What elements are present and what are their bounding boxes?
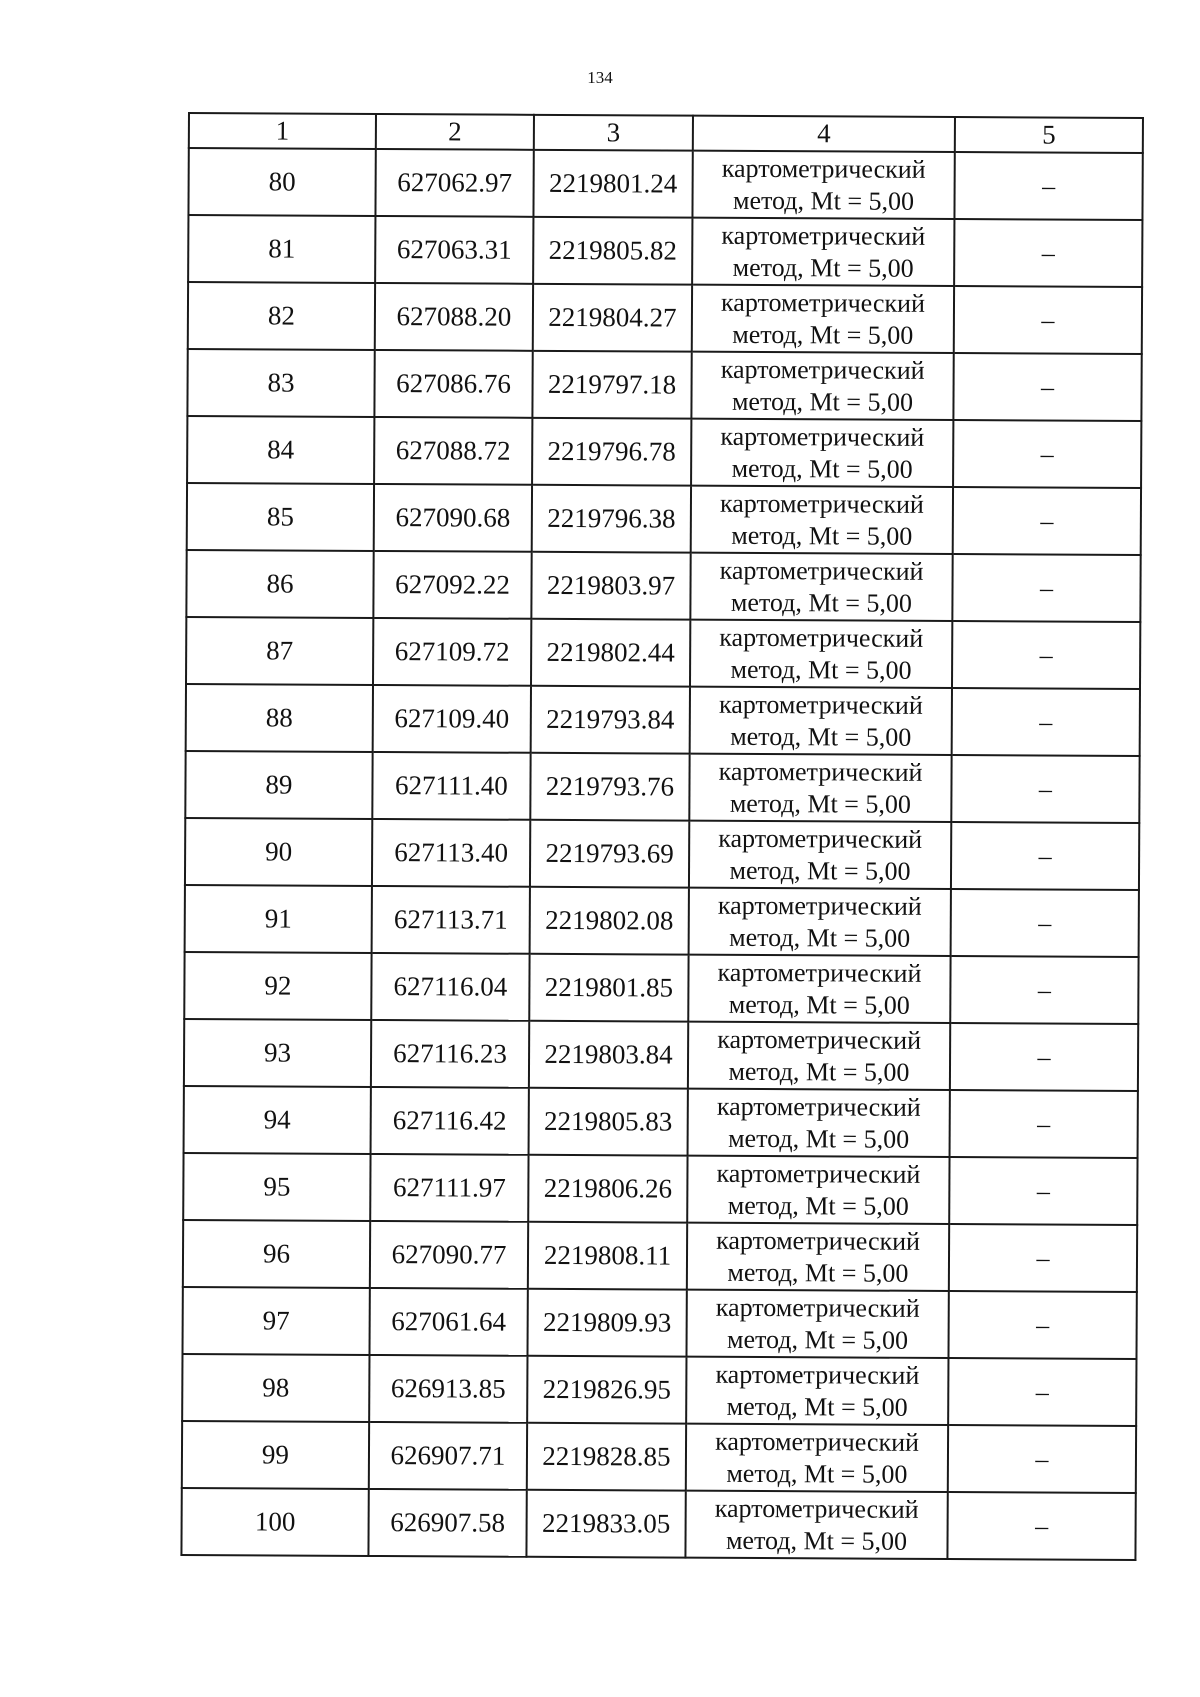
- y-coordinate-cell: 2219793.76: [530, 753, 689, 821]
- point-number-cell: 90: [185, 818, 372, 886]
- table-row: [181, 1488, 1135, 1560]
- method-cell: [687, 1223, 949, 1291]
- table-row: [184, 1086, 1138, 1158]
- x-coordinate-cell: 627086.76: [374, 350, 532, 418]
- table-row: [188, 282, 1142, 354]
- method-cell: [688, 955, 950, 1023]
- point-number-cell: 81: [188, 215, 375, 283]
- note-cell: –: [952, 688, 1140, 756]
- point-number-cell: 93: [184, 1019, 371, 1087]
- x-coordinate-cell: 627090.77: [370, 1221, 528, 1289]
- method-line-2: метод, Mt = 5,00: [732, 252, 914, 283]
- table-row: [188, 148, 1142, 220]
- note-cell: –: [951, 822, 1139, 890]
- method-line-2: метод, Mt = 5,00: [729, 855, 911, 886]
- method-line-1: картометрический: [715, 1426, 920, 1457]
- table-row: [187, 416, 1141, 488]
- x-coordinate-cell: 627116.23: [371, 1020, 529, 1088]
- note-cell: –: [950, 1023, 1138, 1091]
- y-coordinate-cell: 2219793.84: [531, 686, 690, 754]
- method-line-1: картометрический: [719, 555, 924, 586]
- method-cell: [692, 285, 954, 353]
- note-cell: –: [951, 889, 1139, 957]
- method-line-1: картометрический: [720, 354, 925, 385]
- note-cell: –: [950, 956, 1138, 1024]
- table-row: [184, 1019, 1138, 1091]
- method-cell: [686, 1290, 948, 1358]
- method-line-1: картометрический: [719, 622, 924, 653]
- y-coordinate-cell: 2219797.18: [532, 351, 691, 419]
- point-number-cell: 87: [186, 617, 373, 685]
- y-coordinate-cell: 2219826.95: [527, 1356, 686, 1424]
- method-line-2: метод, Mt = 5,00: [728, 1056, 910, 1087]
- x-coordinate-cell: 627088.20: [375, 283, 533, 351]
- method-cell: [688, 1022, 950, 1090]
- table-row: [185, 751, 1139, 823]
- method-cell: [689, 821, 951, 889]
- method-line-1: картометрический: [718, 756, 923, 787]
- note-cell: –: [950, 1090, 1138, 1158]
- method-line-1: картометрический: [721, 287, 925, 318]
- point-number-cell: 99: [182, 1421, 369, 1489]
- method-line-1: картометрический: [720, 421, 925, 452]
- method-line-1: картометрический: [714, 1493, 919, 1524]
- y-coordinate-cell: 2219809.93: [527, 1289, 686, 1357]
- point-number-cell: 83: [187, 349, 374, 417]
- table-row: [187, 483, 1141, 555]
- method-line-2: метод, Mt = 5,00: [730, 721, 912, 752]
- table-row: [182, 1287, 1136, 1359]
- x-coordinate-cell: 627113.40: [372, 819, 530, 887]
- method-cell: [686, 1357, 948, 1425]
- y-coordinate-cell: 2219796.78: [532, 418, 691, 486]
- method-line-2: метод, Mt = 5,00: [726, 1391, 908, 1422]
- method-line-2: метод, Mt = 5,00: [731, 520, 913, 551]
- method-cell: [687, 1156, 949, 1224]
- x-coordinate-cell: 627092.22: [373, 551, 531, 619]
- y-coordinate-cell: 2219803.97: [531, 552, 690, 620]
- method-line-1: картометрический: [718, 689, 923, 720]
- note-cell: –: [951, 755, 1139, 823]
- note-cell: –: [952, 554, 1140, 622]
- x-coordinate-cell: 627062.97: [375, 149, 533, 217]
- y-coordinate-cell: 2219801.85: [529, 954, 688, 1022]
- header-cell-2: 2: [376, 114, 534, 150]
- y-coordinate-cell: 2219803.84: [529, 1021, 688, 1089]
- method-line-1: картометрический: [718, 823, 923, 854]
- x-coordinate-cell: 627113.71: [372, 886, 530, 954]
- method-line-1: картометрический: [717, 1024, 922, 1055]
- y-coordinate-cell: 2219828.85: [527, 1423, 686, 1491]
- table-row: [183, 1153, 1137, 1225]
- point-number-cell: 94: [184, 1086, 371, 1154]
- y-coordinate-cell: 2219805.83: [529, 1088, 688, 1156]
- method-line-2: метод, Mt = 5,00: [728, 989, 910, 1020]
- table-row: [187, 349, 1141, 421]
- table-row: [188, 215, 1142, 287]
- method-line-2: метод, Mt = 5,00: [732, 319, 914, 350]
- point-number-cell: 89: [185, 751, 372, 819]
- x-coordinate-cell: 626907.58: [368, 1489, 526, 1557]
- note-cell: –: [947, 1492, 1135, 1560]
- point-number-cell: 85: [187, 483, 374, 551]
- table-row: [183, 1220, 1137, 1292]
- x-coordinate-cell: 627111.97: [370, 1154, 528, 1222]
- method-line-1: картометрический: [719, 488, 924, 519]
- method-cell: [690, 620, 952, 688]
- method-cell: [690, 687, 952, 755]
- method-cell: [691, 419, 953, 487]
- point-number-cell: 97: [182, 1287, 369, 1355]
- note-cell: –: [954, 219, 1142, 287]
- method-line-2: метод, Mt = 5,00: [730, 654, 912, 685]
- method-line-1: картометрический: [715, 1292, 920, 1323]
- method-line-2: метод, Mt = 5,00: [727, 1190, 909, 1221]
- note-cell: –: [953, 420, 1141, 488]
- point-number-cell: 86: [186, 550, 373, 618]
- x-coordinate-cell: 626913.85: [369, 1355, 527, 1423]
- coordinates-table: [180, 112, 1144, 1561]
- method-line-2: метод, Mt = 5,00: [732, 185, 915, 216]
- point-number-cell: 92: [184, 952, 371, 1020]
- method-line-2: метод, Mt = 5,00: [730, 587, 913, 618]
- table-row: [185, 818, 1139, 890]
- method-line-1: картометрический: [716, 1091, 921, 1122]
- header-cell-4: 4: [693, 116, 955, 152]
- point-number-cell: 95: [183, 1153, 370, 1221]
- method-cell: [691, 352, 953, 420]
- page-number: 134: [587, 68, 613, 87]
- method-cell: [691, 486, 953, 554]
- method-cell: [688, 1089, 950, 1157]
- x-coordinate-cell: 627116.42: [371, 1087, 529, 1155]
- method-cell: [690, 553, 952, 621]
- method-line-1: картометрический: [716, 1225, 921, 1256]
- point-number-cell: 80: [188, 148, 375, 216]
- note-cell: –: [953, 487, 1141, 555]
- method-cell: [692, 218, 954, 286]
- table-row: [185, 885, 1139, 957]
- point-number-cell: 84: [187, 416, 374, 484]
- x-coordinate-cell: 626907.71: [369, 1422, 527, 1490]
- method-line-2: метод, Mt = 5,00: [727, 1324, 909, 1355]
- x-coordinate-cell: 627109.72: [373, 618, 531, 686]
- table-row: [182, 1354, 1136, 1426]
- method-line-2: метод, Mt = 5,00: [725, 1525, 908, 1556]
- table-row: [186, 684, 1140, 756]
- header-cell-5: 5: [955, 117, 1143, 153]
- method-line-2: метод, Mt = 5,00: [727, 1257, 909, 1288]
- note-cell: –: [949, 1157, 1137, 1225]
- y-coordinate-cell: 2219796.38: [532, 485, 691, 553]
- point-number-cell: 91: [185, 885, 372, 953]
- y-coordinate-cell: 2219793.69: [530, 820, 689, 888]
- method-cell: [685, 1491, 947, 1559]
- method-line-1: картометрический: [717, 890, 922, 921]
- method-line-2: метод, Mt = 5,00: [731, 453, 913, 484]
- y-coordinate-cell: 2219808.11: [528, 1222, 687, 1290]
- point-number-cell: 82: [188, 282, 375, 350]
- method-line-1: картометрический: [721, 220, 926, 251]
- method-line-2: метод, Mt = 5,00: [726, 1458, 908, 1489]
- header-cell-1: 1: [189, 113, 376, 149]
- y-coordinate-cell: 2219802.08: [530, 887, 689, 955]
- x-coordinate-cell: 627088.72: [374, 417, 532, 485]
- table-row: [186, 550, 1140, 622]
- note-cell: –: [954, 286, 1142, 354]
- table-row: [184, 952, 1138, 1024]
- point-number-cell: 100: [181, 1488, 368, 1556]
- method-line-1: картометрический: [715, 1359, 920, 1390]
- note-cell: –: [948, 1358, 1136, 1426]
- note-cell: –: [953, 353, 1141, 421]
- method-line-2: метод, Mt = 5,00: [729, 788, 911, 819]
- x-coordinate-cell: 627111.40: [372, 752, 530, 820]
- table-body: [181, 148, 1142, 1560]
- header-cell-3: 3: [534, 115, 693, 151]
- x-coordinate-cell: 627109.40: [373, 685, 531, 753]
- table-header: [189, 113, 1143, 153]
- method-cell: [692, 151, 954, 219]
- method-cell: [689, 754, 951, 822]
- y-coordinate-cell: 2219805.82: [533, 217, 692, 285]
- header-row: [189, 113, 1143, 153]
- x-coordinate-cell: 627116.04: [371, 953, 529, 1021]
- note-cell: –: [952, 621, 1140, 689]
- y-coordinate-cell: 2219804.27: [533, 284, 692, 352]
- method-line-1: картометрический: [721, 153, 926, 184]
- x-coordinate-cell: 627063.31: [375, 216, 533, 284]
- y-coordinate-cell: 2219806.26: [528, 1155, 687, 1223]
- x-coordinate-cell: 627090.68: [374, 484, 532, 552]
- table-row: [182, 1421, 1136, 1493]
- method-line-2: метод, Mt = 5,00: [728, 1123, 910, 1154]
- method-cell: [686, 1424, 948, 1492]
- y-coordinate-cell: 2219801.24: [533, 150, 692, 218]
- method-line-1: картометрический: [717, 957, 922, 988]
- y-coordinate-cell: 2219802.44: [531, 619, 690, 687]
- point-number-cell: 98: [182, 1354, 369, 1422]
- note-cell: –: [949, 1224, 1137, 1292]
- note-cell: –: [954, 152, 1142, 220]
- note-cell: –: [948, 1425, 1136, 1493]
- table-row: [186, 617, 1140, 689]
- point-number-cell: 96: [183, 1220, 370, 1288]
- method-line-1: картометрический: [716, 1158, 921, 1189]
- x-coordinate-cell: 627061.64: [369, 1288, 527, 1356]
- method-line-2: метод, Mt = 5,00: [729, 922, 911, 953]
- method-line-2: метод, Mt = 5,00: [731, 386, 914, 417]
- point-number-cell: 88: [186, 684, 373, 752]
- note-cell: –: [948, 1291, 1136, 1359]
- method-cell: [689, 888, 951, 956]
- y-coordinate-cell: 2219833.05: [526, 1490, 685, 1558]
